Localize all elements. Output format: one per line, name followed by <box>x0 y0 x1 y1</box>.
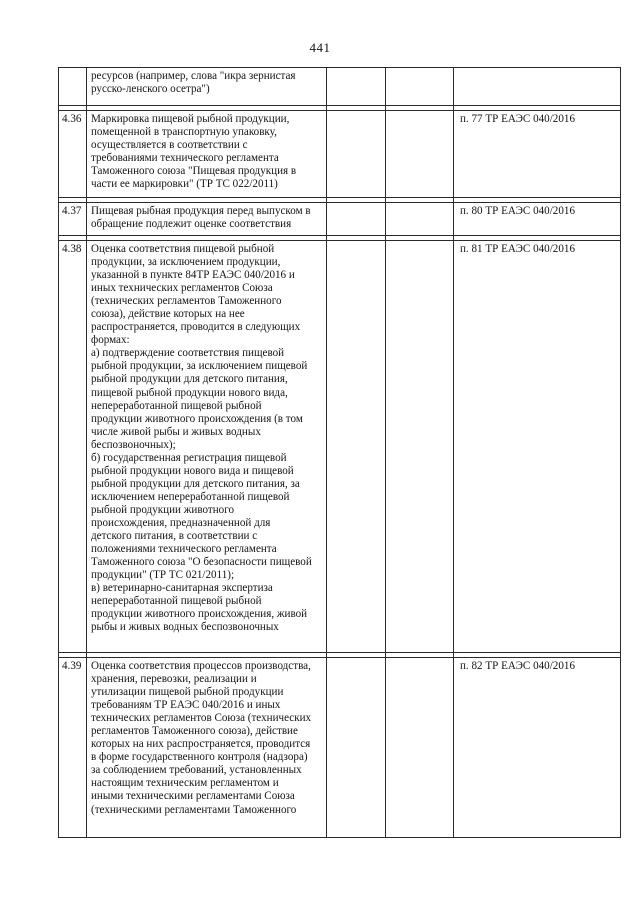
reference-cell: п. 77 ТР ЕАЭС 040/2016 <box>454 111 621 198</box>
text-line: происхождения, предназначенной для <box>91 516 271 529</box>
requirement-text <box>87 111 327 198</box>
empty-cell <box>327 241 386 653</box>
text-line: рыбной продукции, за исключением пищевой <box>91 360 308 373</box>
empty-cell <box>386 241 454 653</box>
text-line: осуществляется в соответствии с <box>91 139 248 152</box>
text-line: русско-ленского осетра") <box>91 83 210 96</box>
text-line: продукции животного происхождения (в том <box>91 412 303 425</box>
text-line: ресурсов (например, слова "икра зернистая <box>91 70 296 82</box>
text-line: непереработанной пищевой рыбной <box>91 399 262 412</box>
reference-cell: п. 81 ТР ЕАЭС 040/2016 <box>454 241 621 653</box>
text-line: обращение подлежит оценке соответствия <box>91 218 292 231</box>
text-line: которых на них распространяется, проводится <box>91 738 311 751</box>
text-line: помещенной в транспортную упаковку, <box>91 126 277 139</box>
row-number: 4.37 <box>59 203 87 236</box>
text-line: Пищевая рыбная продукция перед выпуском в <box>91 205 311 217</box>
text-line: за соблюдением требований, установленных <box>91 764 302 777</box>
text-line: продукции животного происхождения, живой <box>91 608 308 621</box>
row-number <box>59 68 87 106</box>
text-line: рыбной продукции для детского питания, <box>91 373 288 386</box>
text-line: формах: <box>91 334 130 347</box>
text-line: части ее маркировки" (ТР ТС 022/2011) <box>91 178 278 191</box>
table-row <box>59 658 621 838</box>
empty-cell <box>386 68 454 106</box>
text-line: продукции, за исключением продукции, <box>91 256 281 269</box>
empty-cell <box>386 658 454 838</box>
text-line: в форме государственного контроля (надзора) <box>91 751 308 764</box>
text-line: иных технических регламентов Союза <box>91 282 273 295</box>
empty-cell <box>327 203 386 236</box>
row-number: 4.39 <box>59 658 87 838</box>
row-number: 4.36 <box>59 111 87 198</box>
text-line: иными техническими регламентами Союза <box>91 790 295 803</box>
text-line: распространяется, проводится в следующих <box>91 321 301 334</box>
empty-cell <box>327 658 386 838</box>
text-line: рыбной продукции для детского питания, за <box>91 477 300 490</box>
table-row <box>59 68 621 106</box>
page-number: 441 <box>309 40 331 55</box>
requirements-table <box>58 67 621 838</box>
text-line: Оценка соответствия пищевой рыбной <box>91 243 275 255</box>
text-line: беспозвоночных); <box>91 438 176 451</box>
text-line: Таможенного союза "Пищевая продукция в <box>91 165 297 178</box>
text-line: (техническими регламентами Таможенного <box>91 803 297 816</box>
text-line: требованиям ТР ЕАЭС 040/2016 и иных <box>91 699 281 712</box>
text-line: указанной в пункте 84ТР ЕАЭС 040/2016 и <box>91 269 295 282</box>
text-line: пищевой рыбной продукции нового вида, <box>91 386 288 399</box>
text-line: настоящим техническим регламентом и <box>91 777 279 790</box>
text-line: хранения, перевозки, реализации и <box>91 673 257 686</box>
text-line: (технических регламентов Таможенного <box>91 295 282 308</box>
table-row <box>59 241 621 653</box>
text-line: рыбы и живых водных беспозвоночных <box>91 621 279 634</box>
empty-cell <box>386 111 454 198</box>
text-line: регламентов Таможенного союза), действие <box>91 725 298 738</box>
text-line: рыбной продукции нового вида и пищевой <box>91 464 294 477</box>
text-line: непереработанной пищевой рыбной <box>91 595 262 608</box>
reference-cell <box>454 68 621 106</box>
text-line: продукции" (ТР ТС 021/2011); <box>91 569 235 582</box>
text-line: числе живой рыбы и живых водных <box>91 425 261 438</box>
text-line: б) государственная регистрация пищевой <box>91 451 287 464</box>
requirement-text <box>87 241 327 653</box>
text-line: а) подтверждение соответствия пищевой <box>91 347 285 360</box>
reference-cell: п. 80 ТР ЕАЭС 040/2016 <box>454 203 621 236</box>
text-line: технических регламентов Союза (технических <box>91 712 312 725</box>
table-row <box>59 111 621 198</box>
text-line: исключением непереработанной пищевой <box>91 490 290 503</box>
text-line: утилизации пищевой рыбной продукции <box>91 686 284 699</box>
requirement-text <box>87 658 327 838</box>
text-line: Таможенного союза "О безопасности пищевой <box>91 556 312 569</box>
empty-cell <box>327 111 386 198</box>
table-row <box>59 203 621 236</box>
empty-cell <box>386 203 454 236</box>
empty-cell <box>327 68 386 106</box>
requirement-text <box>87 68 327 106</box>
text-line: рыбной продукции животного <box>91 503 235 516</box>
row-number: 4.38 <box>59 241 87 653</box>
requirement-text <box>87 203 327 236</box>
reference-cell: п. 82 ТР ЕАЭС 040/2016 <box>454 658 621 838</box>
text-line: Маркировка пищевой рыбной продукции, <box>91 113 290 125</box>
text-line: в) ветеринарно-санитарная экспертиза <box>91 582 273 595</box>
text-line: Оценка соответствия процессов производства, <box>91 660 311 672</box>
text-line: союза), действие которых на нее <box>91 308 245 321</box>
text-line: требованиями технического регламента <box>91 152 279 165</box>
text-line: положениями технического регламента <box>91 543 277 556</box>
text-line: детского питания, в соответствии с <box>91 530 258 543</box>
